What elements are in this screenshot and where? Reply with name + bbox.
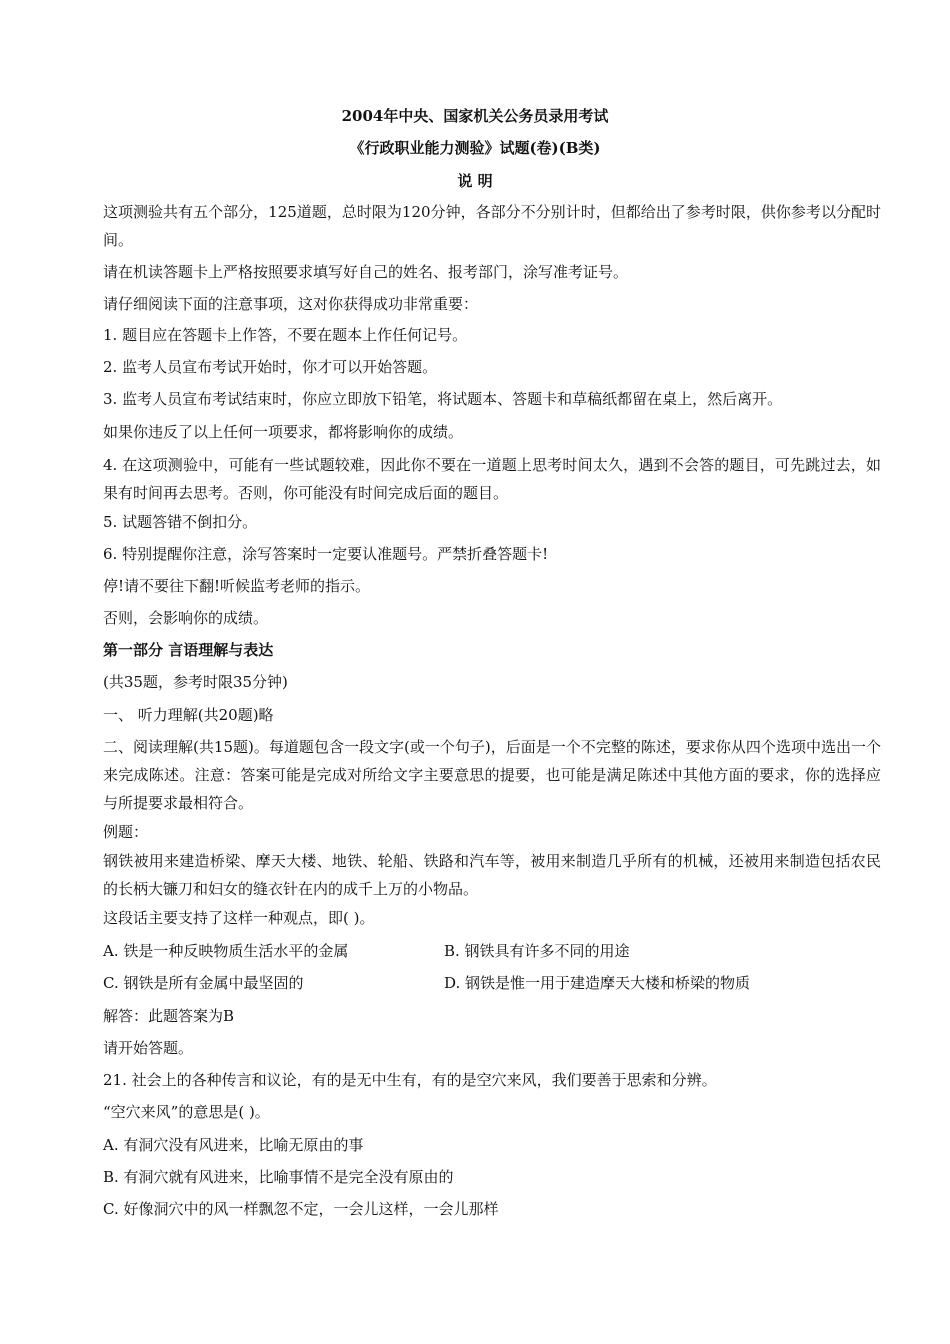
intro-notice: 请仔细阅读下面的注意事项，这对你获得成功非常重要：: [103, 295, 479, 313]
section-reading: 二、阅读理解(共15题)。每道题包含一段文字(或一个句子)，后面是一个不完整的陈述，要求你从四个选项中选出一个来完成陈述。注意：答案可能是完成对所给文字主要意思的提要，也可能是满足陈述中其他方面的要求，你的选择应与所提要求最相符合。: [103, 738, 881, 812]
exam-title: 2004年中央、国家机关公务员录用考试: [341, 107, 609, 125]
note-3: 3. 监考人员宣布考试结束时，你应立即放下铅笔，将试题本、答题卡和草稿纸都留在桌上，然后离开。: [103, 390, 783, 408]
section-listening: 一、 听力理解(共20题)略: [103, 706, 274, 724]
note-1: 1. 题目应在答题卡上作答，不要在题本上作任何记号。: [103, 326, 468, 344]
example-option-d: D. 钢铁是惟一用于建造摩天大楼和桥梁的物质: [444, 974, 751, 992]
start-notice: 请开始答题。: [103, 1039, 194, 1057]
example-option-a: A. 铁是一种反映物质生活水平的金属: [103, 942, 349, 960]
part1-subheading: (共35题，参考时限35分钟): [103, 673, 288, 691]
intro-fill-card: 请在机读答题卡上严格按照要求填写好自己的姓名、报考部门，涂写准考证号。: [103, 263, 629, 281]
intro-paragraph: 这项测验共有五个部分，125道题，总时限为120分钟，各部分不分别计时，但都给出了参考时限，供你参考以分配时间。: [103, 203, 881, 249]
violation-warning: 如果你违反了以上任何一项要求，都将影响你的成绩。: [103, 423, 464, 441]
question-21-option-a: A. 有洞穴没有风进来，比喻无原由的事: [103, 1136, 364, 1154]
question-21-option-c: C. 好像洞穴中的风一样飘忽不定，一会儿这样，一会儿那样: [103, 1200, 499, 1218]
note-4: 4. 在这项测验中，可能有一些试题较难，因此你不要在一道题上思考时间太久，遇到不会答的题目，可先跳过去，如果有时间再去思考。否则，你可能没有时间完成后面的题目。: [103, 456, 881, 502]
else-notice: 否则，会影响你的成绩。: [103, 609, 269, 627]
note-2: 2. 监考人员宣布考试开始时，你才可以开始答题。: [103, 358, 438, 376]
part1-heading: 第一部分 言语理解与表达: [103, 641, 274, 659]
example-label: 例题：: [103, 823, 149, 841]
example-option-c: C. 钢铁是所有金属中最坚固的: [103, 974, 304, 992]
stop-notice: 停!请不要往下翻!听候监考老师的指示。: [103, 577, 371, 595]
note-6: 6. 特别提醒你注意，涂写答案时一定要认准题号。严禁折叠答题卡!: [103, 545, 549, 563]
example-text: 钢铁被用来建造桥梁、摩天大楼、地铁、轮船、铁路和汽车等，被用来制造几乎所有的机械，还被用来制造包括农民的长柄大镰刀和妇女的缝衣针在内的成千上万的小物品。: [103, 852, 881, 898]
example-option-b: B. 钢铁具有许多不同的用途: [444, 942, 630, 960]
question-21-stem: “空穴来风”的意思是( )。: [103, 1103, 270, 1121]
question-21-option-b: B. 有洞穴就有风进来，比喻事情不是完全没有原由的: [103, 1168, 454, 1186]
example-question: 这段话主要支持了这样一种观点，即( )。: [103, 909, 375, 927]
question-21: 21. 社会上的各种传言和议论，有的是无中生有，有的是空穴来风，我们要善于思索和分辨。: [103, 1071, 717, 1089]
example-answer: 解答：此题答案为B: [103, 1007, 235, 1025]
note-5: 5. 试题答错不倒扣分。: [103, 513, 258, 531]
exam-subtitle: 《行政职业能力测验》试题(卷)(B类): [349, 139, 601, 157]
instructions-heading: 说 明: [457, 172, 493, 190]
